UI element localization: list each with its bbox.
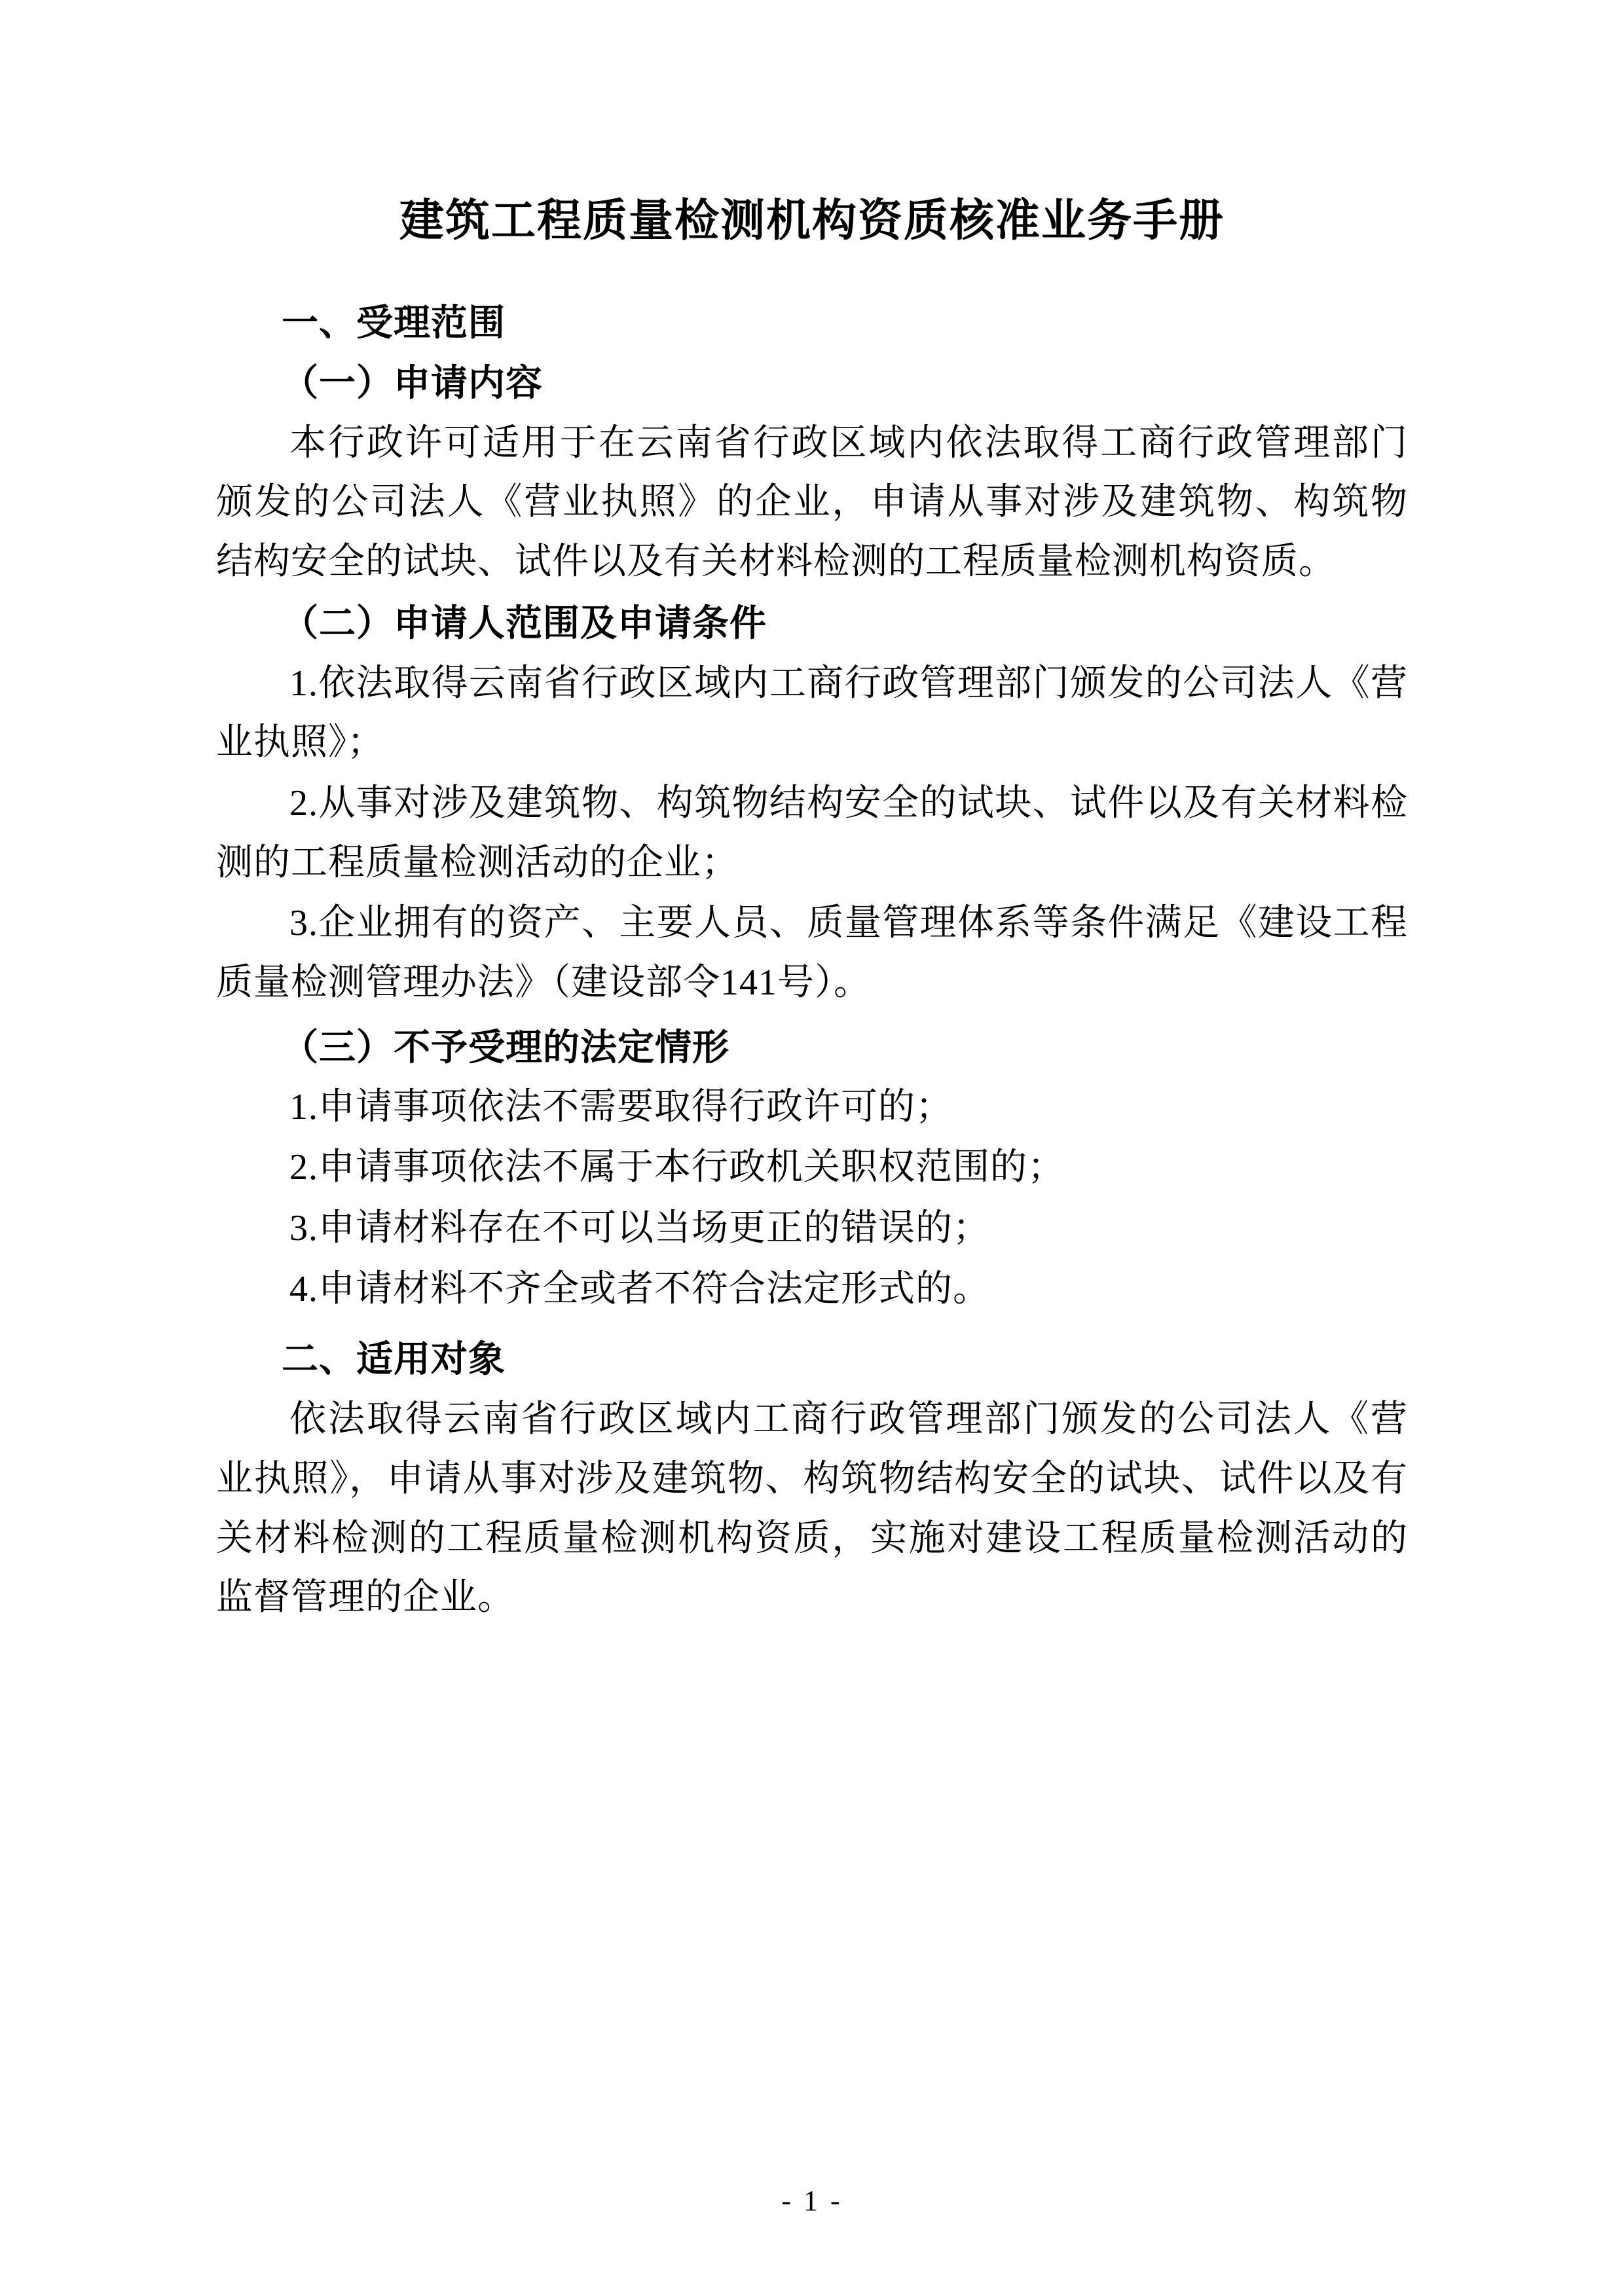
section-heading-scope: 一、受理范围: [282, 301, 506, 344]
list-item: 2.从事对涉及建筑物、构筑物结构安全的试块、试件以及有关材料检测的工程质量检测活动的企业；: [216, 782, 1408, 883]
list-item: 3.申请材料存在不可以当场更正的错误的；: [289, 1208, 990, 1249]
list-item: 1.申请事项依法不需要取得行政许可的；: [289, 1086, 953, 1127]
page-footer: - 1 -: [781, 2185, 843, 2217]
list-item: 4.申请材料不齐全或者不符合法定形式的。: [289, 1268, 990, 1309]
paragraph-applicable-objects: 依法取得云南省行政区域内工商行政管理部门颁发的公司法人《营业执照》，申请从事对涉及建筑物、构筑物结构安全的试块、试件以及有关材料检测的工程质量检测机构资质，实施对建设工程质量检测活动的监督管理的企业。: [216, 1399, 1408, 1618]
subsection-heading-application-content: （一）申请内容: [282, 363, 543, 404]
section-heading-applicable-objects: 二、适用对象: [282, 1337, 506, 1381]
subsection-heading-applicant-scope: （二）申请人范围及申请条件: [282, 603, 767, 644]
list-item: 1.依法取得云南省行政区域内工商行政管理部门颁发的公司法人《营业执照》；: [216, 663, 1408, 763]
page-title: 建筑工程质量检测机构资质核准业务手册: [399, 194, 1225, 247]
subsection-heading-rejection-cases: （三）不予受理的法定情形: [282, 1025, 729, 1069]
list-item: 2.申请事项依法不属于本行政机关职权范围的；: [289, 1147, 1065, 1188]
paragraph-application-content: 本行政许可适用于在云南省行政区域内依法取得工商行政管理部门颁发的公司法人《营业执照》的企业，申请从事对涉及建筑物、构筑物结构安全的试块、试件以及有关材料检测的工程质量检测机构资质。: [216, 422, 1408, 583]
list-item: 3.企业拥有的资产、主要人员、质量管理体系等条件满足《建设工程质量检测管理办法》（建设部令141号）。: [216, 903, 1408, 1004]
